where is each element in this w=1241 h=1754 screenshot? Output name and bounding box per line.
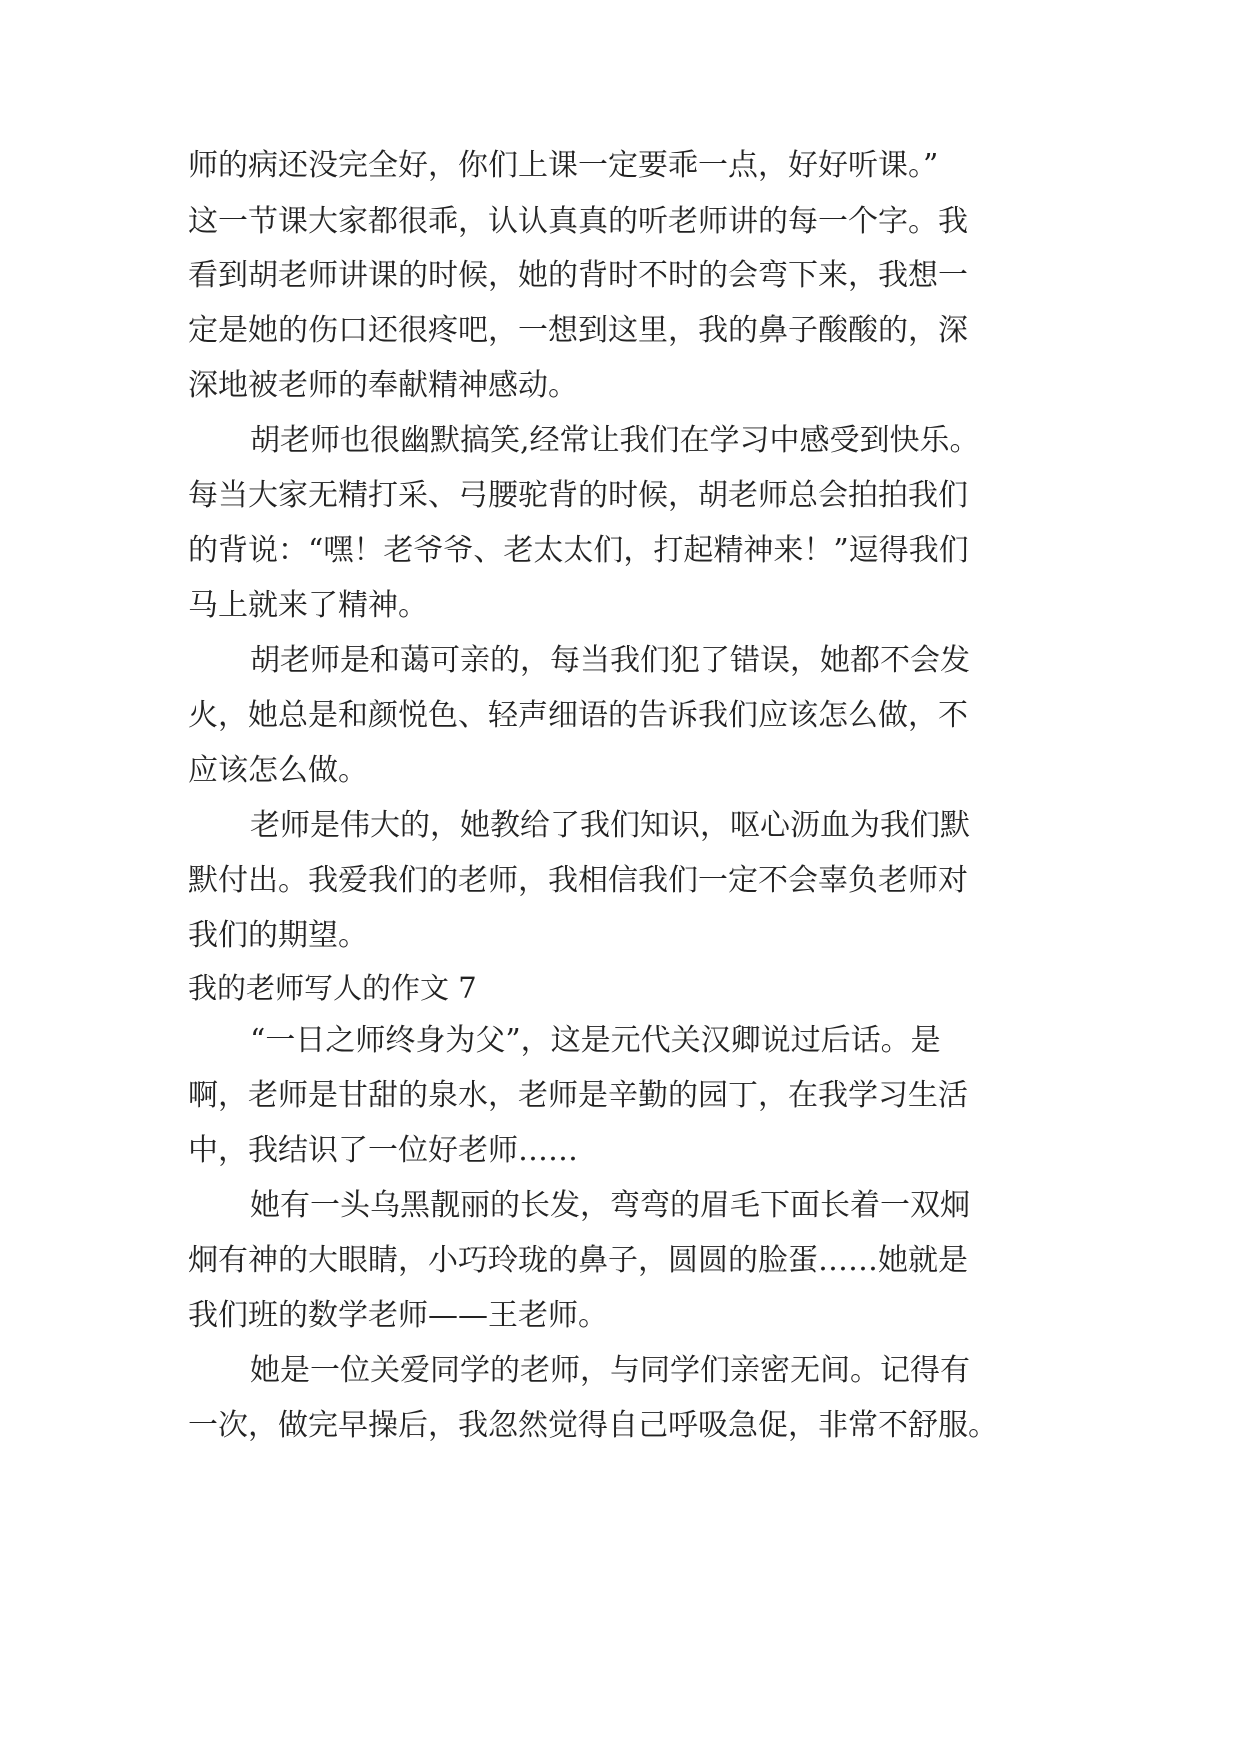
paragraph-first-line: 胡老师也很幽默搞笑,经常让我们在学习中感受到快乐。 — [250, 423, 980, 458]
text-line: 我们班的数学老师——王老师。 — [188, 1298, 608, 1333]
text-line: 马上就来了精神。 — [188, 588, 428, 623]
paragraph-first-line: 她是一位关爱同学的老师，与同学们亲密无间。记得有 — [250, 1353, 970, 1388]
text-line: 啊，老师是甘甜的泉水，老师是辛勤的园丁，在我学习生活 — [188, 1078, 968, 1113]
text-line: 默付出。我爱我们的老师，我相信我们一定不会辜负老师对 — [188, 863, 968, 898]
text-line: 炯有神的大眼睛，小巧玲珑的鼻子，圆圆的脸蛋……她就是 — [188, 1243, 968, 1278]
text-line: 看到胡老师讲课的时候，她的背时不时的会弯下来，我想一 — [188, 258, 968, 293]
paragraph-first-line: 老师是伟大的，她教给了我们知识，呕心沥血为我们默 — [250, 808, 970, 843]
text-line: 深地被老师的奉献精神感动。 — [188, 368, 578, 403]
paragraph-first-line: 她有一头乌黑靓丽的长发，弯弯的眉毛下面长着一双炯 — [250, 1188, 970, 1223]
text-line: 我们的期望。 — [188, 918, 368, 953]
paragraph-first-line: “一日之师终身为父”，这是元代关汉卿说过后话。是 — [250, 1023, 941, 1058]
paragraph-first-line: 胡老师是和蔼可亲的，每当我们犯了错误，她都不会发 — [250, 643, 970, 678]
text-line: 一次，做完早操后，我忽然觉得自己呼吸急促，非常不舒服。 — [188, 1408, 998, 1443]
text-line: 中，我结识了一位好老师…… — [188, 1133, 578, 1168]
text-line: 应该怎么做。 — [188, 753, 368, 788]
text-line: 这一节课大家都很乖，认认真真的听老师讲的每一个字。我 — [188, 204, 968, 239]
text-line: 火，她总是和颜悦色、轻声细语的告诉我们应该怎么做，不 — [188, 698, 968, 733]
text-line: 每当大家无精打采、弓腰驼背的时候，胡老师总会拍拍我们 — [188, 478, 968, 513]
section-heading: 我的老师写人的作文 7 — [188, 971, 477, 1005]
text-line: 师的病还没完全好，你们上课一定要乖一点，好好听课。” — [188, 148, 939, 183]
text-line: 定是她的伤口还很疼吧，一想到这里，我的鼻子酸酸的，深 — [188, 313, 968, 348]
text-line: 的背说：“嘿！老爷爷、老太太们，打起精神来！”逗得我们 — [188, 533, 969, 568]
